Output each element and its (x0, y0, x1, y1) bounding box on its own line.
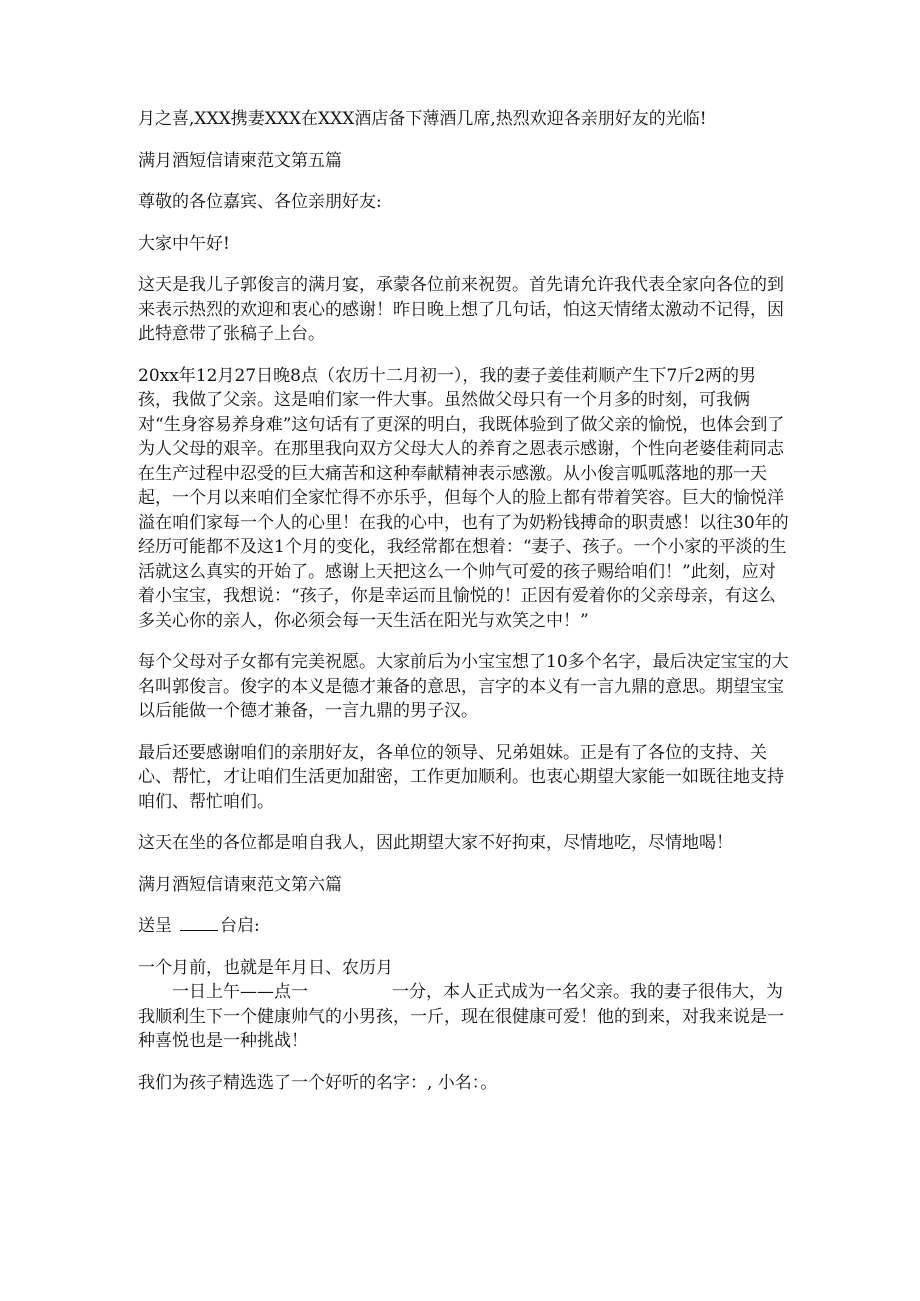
document-body (138, 107, 790, 1112)
sixth-part-b: 一分，本人正式成为一名父亲。我的妻子很伟大，为我顺利生下一个健康帅气的小男孩，一斤，现在很健康可爱！他的到来，对我来说是一种喜悦也是一种挑战！ (138, 982, 784, 1051)
paragraph-enjoy: 这天在坐的各位都是咱自我人，因此期望大家不好拘束，尽情地吃，尽情地喝！ (138, 833, 733, 853)
sixth-line-1: 一个月前，也就是年月日、农历月 (138, 957, 393, 978)
send-to-suffix: 台启: (220, 916, 260, 936)
paragraph-intro: 这天是我儿子郭俊言的满月宴，承蒙各位前来祝贺。首先请允许我代表全家向各位的到来表示热烈的欢迎和衷心的感谢！昨日晚上想了几句话，怕这天情绪太激动不记得，因此特意带了张稿子上台。 (138, 275, 784, 344)
paragraph-opening: 月之喜,XXX携妻XXX在XXX酒店备下薄酒几席,热烈欢迎各亲朋好友的光临! (138, 109, 707, 129)
paragraph-name: 每个父母对子女都有完美祝愿。大家前后为小宝宝想了10多个名字，最后决定宝宝的大名叫郭俊言。俊字的本义是德才兼备的意思，言字的本义有一言九鼎的意思。期望宝宝以后能做一个德才兼备，一言九鼎的男子汉。 (138, 652, 789, 721)
sixth-part-a: 一日上午——点一 (172, 982, 308, 1002)
salutation: 尊敬的各位嘉宾、各位亲朋好友: (138, 192, 382, 212)
greeting: 大家中午好! (138, 233, 230, 254)
recipient-blank (180, 914, 218, 931)
paragraph-sixth-body (138, 956, 790, 1054)
heading-fifth: 满月酒短信请柬范文第五篇 (138, 150, 342, 171)
heading-sixth: 满月酒短信请柬范文第六篇 (138, 874, 342, 895)
paragraph-thanks: 最后还要感谢咱们的亲朋好友，各单位的领导、兄弟姐妹。正是有了各位的支持、关心、帮忙，才让咱们生活更加甜密，工作更加顺利。也衷心期望大家能一如既往地支持咱们、帮忙咱们。 (138, 742, 784, 812)
paragraph-sixth-last: 我们为孩子精选选了一个好听的名字：, 小名：。 (138, 1072, 498, 1093)
send-to-line (138, 914, 790, 939)
send-to-prefix: 送呈 (138, 916, 172, 936)
paragraph-birth: 20xx年12月27日晚8点（农历十二月初一），我的妻子姜佳莉顺产生下7斤2两的男孩，我做了父亲。这是咱们家一件大事。虽然做父母只有一个月多的时刻，可我俩对“生身容易养身难”这句话有了更深的明白，我既体验到了做父亲的愉悦，也体会到了为人父母的艰辛。在那里我向双方父母大人的养育之恩表示感谢，个性向老婆佳莉同志在生产过程中忍受的巨大痛苦和这种奉献精神表示感激。从小俊言呱呱落地的那一天起，一个月以来咱们全家忙得不亦乐乎，但每个人的脸上都有带着笑容。巨大的愉悦洋溢在咱们家每一个人的心里！在我的心中，也有了为奶粉钱搏命的职责感！以往30年的经历可能都不及这1个月的变化，我经常都在想着：“妻子、孩子。一个小家的平淡的生活就这么真实的开始了。感谢上天把这么一个帅气可爱的孩子赐给咱们！”此刻，应对着小宝宝，我想说：“孩子，你是幸运而且愉悦的！正因有爱着你的父亲母亲，有这么多关心你的亲人，你必须会每一天生活在阳光与欢笑之中！” (138, 365, 789, 631)
